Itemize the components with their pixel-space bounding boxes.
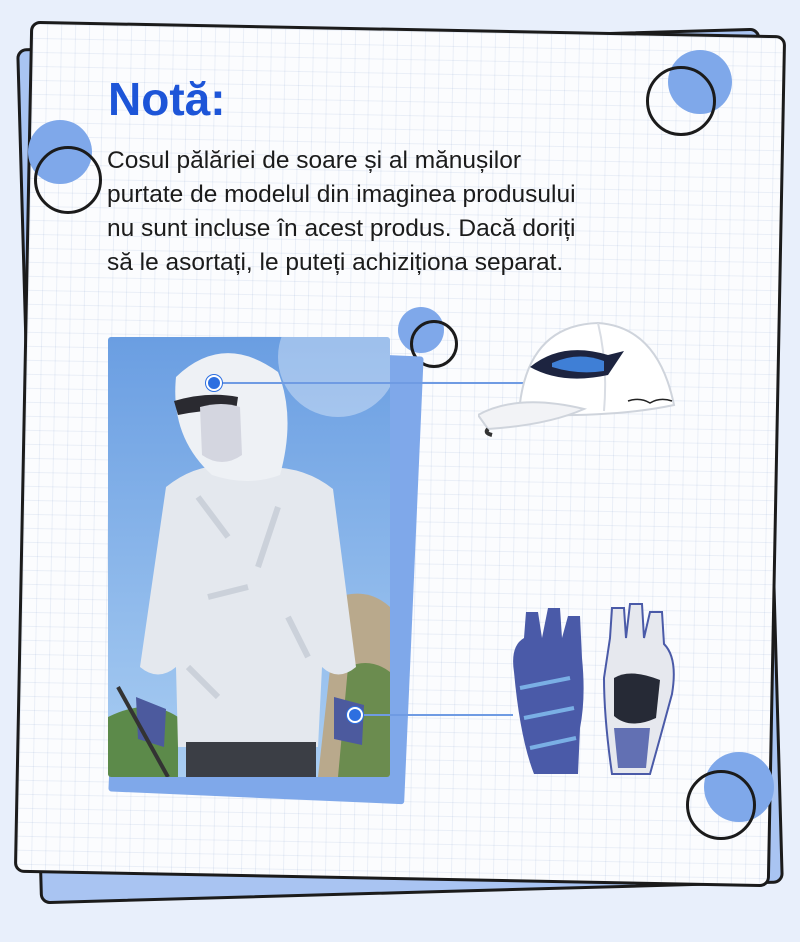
- note-line: să le asortați, le puteți achiziționa separat.: [107, 249, 564, 276]
- note-text: [107, 144, 707, 280]
- decor-circle-ring-left: [34, 146, 102, 214]
- hood-marker: [206, 375, 222, 391]
- gloves-image: [500, 598, 692, 776]
- note-title: Notă:: [108, 73, 226, 125]
- decor-circle-ring-bottom-right: [686, 770, 756, 840]
- glove-marker: [347, 707, 363, 723]
- note-line: nu sunt incluse în acest produs. Dacă doriți: [107, 215, 576, 242]
- note-line: purtate de modelul din imaginea produsului: [107, 181, 576, 208]
- note-line: Cosul pălăriei de soare și al mănușilor: [107, 147, 521, 174]
- cap-image: [478, 305, 696, 465]
- decor-circle-ring-top-right: [646, 66, 716, 136]
- connector-gloves: [353, 714, 513, 716]
